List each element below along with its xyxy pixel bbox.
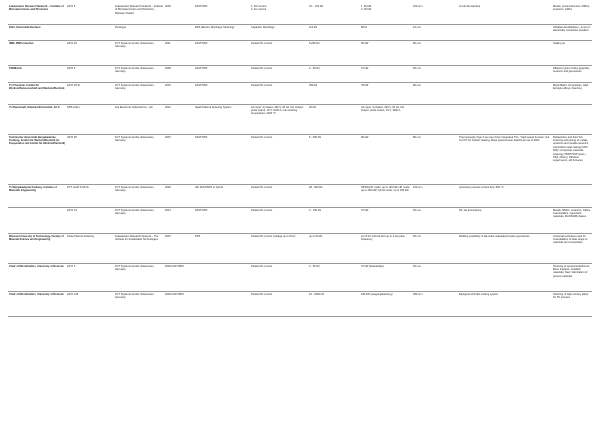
- table-row: [8, 263, 592, 291]
- cell-year: 2020 FAST/SPS: [164, 263, 194, 291]
- cell-device: HP D 25 SI: [66, 82, 114, 104]
- cell-institution: Chair of Microfluidics, University of Rostock: [8, 263, 66, 291]
- table-row: [8, 4, 592, 24]
- cell-technique: Spark Plasma Sintering System: [194, 104, 250, 134]
- cell-materials: Metals, MMCs, ceramics, CMCs, intermetallics, superhard materials, MAX/MAB phases: [552, 207, 592, 233]
- cell-device: HP D 10: [66, 207, 114, 233]
- cell-max-force: 110 kN: [308, 24, 360, 40]
- cell-device: HP D 5: [66, 263, 114, 291]
- cell-manufacturer: Prototype: [114, 24, 164, 40]
- cell-technique: PPS: [194, 233, 250, 263]
- cell-materials: Different types of dies (graphite, ceramic) and geometries: [552, 65, 592, 82]
- table-row: [8, 184, 592, 207]
- cell-max-force: up to 50 kN: [308, 233, 360, 263]
- cell-technique: FAST/SPS: [194, 207, 250, 233]
- table-row: [8, 104, 592, 134]
- cell-special-features: Ar-H2 atmosphere: [458, 4, 552, 24]
- cell-year: 2007: [164, 134, 194, 184]
- cell-special-features: [458, 263, 552, 291]
- cell-max-force: 5 - 250 kN: [308, 134, 360, 184]
- cell-materials: Ultrafast densification (~1ms) of electrically conductive powders: [552, 24, 592, 40]
- cell-max-dimension: 80 mm: [412, 134, 458, 184]
- cell-technique: HP, FAST/SPS or hybrid: [194, 184, 250, 207]
- cell-manufacturer: FCT Systeme GmbH, Rauenstein, Germany: [114, 263, 164, 291]
- cell-max-power: AC input: 3 phases, 200 V, 60 Hz, DC Output: pulse output, 10 V, 1000 A: [360, 104, 412, 134]
- cell-max-dimension: [412, 104, 458, 134]
- cell-max-force: 0.1 - 100 kN: [308, 4, 360, 24]
- cell-special-features: pyrometer process control from 300 °C: [458, 184, 552, 207]
- cell-max-power: 180 kW (ausgangsleistung): [360, 291, 412, 316]
- cell-max-dimension: 80 mm: [412, 82, 458, 104]
- cell-manufacturer: FCT Systeme GmbH, Rauenstein, Germany: [114, 184, 164, 207]
- cell-institution: [8, 207, 66, 233]
- cell-year: 2013: [164, 207, 194, 233]
- cell-max-power: 1. 60 kW 2. 30 kW: [360, 4, 412, 24]
- cell-manufacturer: Fuji Electronic Industrial Co., Ltd.: [114, 104, 164, 134]
- cell-max-power: SPS/FAST mode: up to 120 kW; HP mode: up to 150 kW; hybrid mode: up to 150 kW: [360, 184, 412, 207]
- cell-institution: Warsaw University of Technology, Faculty of Material Science and Engineering: [8, 233, 66, 263]
- cell-manufacturer: Łukasiewicz Research Network – The Institute for Sustainable Technologies: [114, 233, 164, 263]
- table-row: [8, 65, 592, 82]
- cell-current: 1. DC current 2. AC current: [250, 4, 308, 24]
- cell-current: Pulsed DC current: [250, 263, 308, 291]
- cell-manufacturer: FCT Systeme GmbH, Rauenstein, Germany: [114, 65, 164, 82]
- cell-current: Pulsed DC current: [250, 40, 308, 65]
- cell-year: 2018: [164, 4, 194, 24]
- cell-manufacturer: FCT Systeme GmbH, Rauenstein, Germany: [114, 291, 164, 316]
- cell-year: [164, 24, 194, 40]
- cell-current: Pulsed DC current: [250, 82, 308, 104]
- cell-max-force: 2 - 50 kN: [308, 65, 360, 82]
- cell-max-power: 80 kJ: [360, 24, 412, 40]
- cell-technique: FAST/SPS: [194, 4, 250, 24]
- cell-year: 2020: [164, 184, 194, 207]
- cell-device: FCT H-HP D 60-FL: [66, 184, 114, 207]
- cell-year: 2011: [164, 40, 194, 65]
- cell-max-dimension: 100 mm: [412, 4, 458, 24]
- cell-special-features: Equipped with fast cooling system: [458, 291, 552, 316]
- cell-institution: TU Chemnitz, Institut für Werkstoffwissenschaft und Werkstofftechnik: [8, 82, 66, 104]
- cell-special-features: [458, 24, 552, 40]
- cell-max-dimension: 50 mm: [412, 263, 458, 291]
- cell-manufacturer: FCT Systeme GmbH, Rauenstein, Germany: [114, 40, 164, 65]
- cell-max-force: 250 kN: [308, 82, 360, 104]
- cell-device: HP D 25: [66, 134, 114, 184]
- cell-technique: FAST/SPS: [194, 65, 250, 82]
- sintering-equipment-table: [8, 4, 592, 317]
- cell-max-force: 20 kN: [308, 104, 360, 134]
- cell-special-features: [458, 82, 552, 104]
- table-row: [8, 233, 592, 263]
- cell-materials: Sintering of high entropy alloys for PV process: [552, 291, 592, 316]
- cell-technique: FAST/SPS: [194, 40, 250, 65]
- cell-current: Pulsed DC current: [250, 134, 308, 184]
- cell-max-dimension: 50 mm: [412, 233, 458, 263]
- cell-max-dimension: 50 mm: [412, 207, 458, 233]
- cell-max-power: 37 kW: [360, 207, 412, 233]
- cell-max-power: 60 kW: [360, 40, 412, 65]
- cell-device: [66, 24, 114, 40]
- cell-manufacturer: FCT Systeme GmbH, Rauenstein, Germany: [114, 207, 164, 233]
- cell-institution: Ruhr-Universität Bochum: [8, 24, 66, 40]
- cell-max-force: 28 - 600 kN: [308, 184, 360, 207]
- cell-current: Pulsed DC current: [250, 184, 308, 207]
- cell-max-power: 78 kW: [360, 82, 412, 104]
- cell-materials: Metals, semiconductors, MMCs, ceramics, CMCs: [552, 4, 592, 24]
- cell-year: 2009: [164, 65, 194, 82]
- cell-manufacturer: FCT Systeme GmbH, Rauenstein, Germany: [114, 134, 164, 184]
- cell-current: AC input: 3 phases, 200 V, 60 Hz, DC Output: pulse output, 10 V, 1000 A, max working temperature: 2200 °C: [250, 104, 308, 134]
- table-row: [8, 82, 592, 104]
- cell-technique: [194, 291, 250, 316]
- table-row: [8, 40, 592, 65]
- cell-current: Pulsed DC current (voltage up to 8 kV): [250, 233, 308, 263]
- cell-max-power: 37 kW: [360, 65, 412, 82]
- cell-special-features: N2, He atmosphere: [458, 207, 552, 233]
- cell-max-dimension: 350 mm: [412, 291, 458, 316]
- cell-device: Pulse Plasma Sintering: [66, 233, 114, 263]
- cell-max-dimension: 15 mm: [412, 24, 458, 40]
- cell-current: Pulsed DC current: [250, 207, 308, 233]
- cell-institution: Technische Universität Bergakademie Freiberg, Institut für Werkstofftechnik (in Kooperation mit Institut für Werkstofftechnik): [8, 134, 66, 184]
- cell-materials: [552, 184, 592, 207]
- cell-year: 2015: [164, 82, 194, 104]
- cell-materials: [552, 104, 592, 134]
- cell-special-features: Thermocouple Type S as one of four integrated TCs; "High speed furnace" unit by FCT for indirect heating; Mass spectrometer attachment as of 2022: [458, 134, 552, 184]
- cell-special-features: [458, 104, 552, 134]
- cell-manufacturer: FCT Systeme GmbH, Rauenstein, Germany: [114, 82, 164, 104]
- cell-technique: FAST/SPS: [194, 134, 250, 184]
- cell-max-power: For 8 kV: 100 kA with up to 2 Hz pulse frequency: [360, 233, 412, 263]
- cell-year: 2020 FAST/SPS: [164, 291, 194, 316]
- cell-institution: TU Darmstadt, Eduard-Zintl-Institut, AC II: [8, 104, 66, 134]
- cell-institution: Łukasiewicz Research Network – Institute of Microelectronics and Photonics: [8, 4, 66, 24]
- cell-max-dimension: 150 mm: [412, 184, 458, 207]
- table-row: [8, 207, 592, 233]
- cell-max-power: 37 kW (boardedtop): [360, 263, 412, 291]
- cell-max-dimension: 50 mm: [412, 65, 458, 82]
- cell-current: Pulsed DC current: [250, 291, 308, 316]
- cell-technique: FAST/SPS: [194, 82, 250, 104]
- cell-institution: IWM, RWTH Aachen: [8, 40, 66, 65]
- cell-max-power: 80 kW: [360, 134, 412, 184]
- cell-device: HP D 5: [66, 65, 114, 82]
- cell-special-features: Welding possibility of lab-scale materials/complex geometries: [458, 233, 552, 263]
- cell-special-features: [458, 40, 552, 65]
- cell-device: SPS-211Lx: [66, 104, 114, 134]
- cell-device: HP D 5: [66, 4, 114, 24]
- cell-manufacturer: Łukasiewicz Research Network – Institute of Microelectronics and Photonics, Warsaw, Poland: [114, 4, 164, 24]
- cell-year: 2012: [164, 104, 194, 134]
- cell-special-features: [458, 65, 552, 82]
- cell-materials: Refractories and their SiC, sintering and joining of metals, ceramics and metals-ceramics, Controlled metal casting (CRC 920); Composite materials sintering (TRIP/TWIP steel + PSZ, others), Diffusion experiments, old furnaces: [552, 134, 592, 184]
- cell-max-force: 3 - 100 kN: [308, 207, 360, 233]
- cell-max-force: 5-250 kN: [308, 40, 360, 65]
- table-row: [8, 24, 592, 40]
- cell-institution: Chair of Microfluidics, University of Rostock: [8, 291, 66, 316]
- cell-current: Pulsed DC current: [250, 65, 308, 82]
- cell-institution: TEEMAAA: [8, 65, 66, 82]
- cell-year: 2007: [164, 233, 194, 263]
- cell-technique: EDS (Electro Discharge Sintering): [194, 24, 250, 40]
- cell-institution: TU Bergakademie Freiberg, Institute of Materials Engineering: [8, 184, 66, 207]
- table-row: [8, 134, 592, 184]
- cell-materials: Universal technique used for consolidation of wide range of materials and composites: [552, 233, 592, 263]
- cell-max-dimension: 80 mm: [412, 40, 458, 65]
- cell-device: HP D 125: [66, 291, 114, 316]
- cell-max-force: 16 - 2500 kN: [308, 291, 360, 316]
- cell-materials: Sintering of ceramics/Hollow for Bone Implants, Gradient materials; New: Fabrication of porous materials: [552, 263, 592, 291]
- cell-materials: Scaling up: [552, 40, 592, 65]
- table-row: [8, 291, 592, 316]
- table-body: [8, 4, 592, 316]
- cell-max-force: 2 - 50 kN: [308, 263, 360, 291]
- cell-current: Capacitor Discharge: [250, 24, 308, 40]
- cell-technique: [194, 263, 250, 291]
- cell-materials: Metal Matrix Composites, High Entropie Alloys, Foaming: [552, 82, 592, 104]
- cell-device: HP D 25: [66, 40, 114, 65]
